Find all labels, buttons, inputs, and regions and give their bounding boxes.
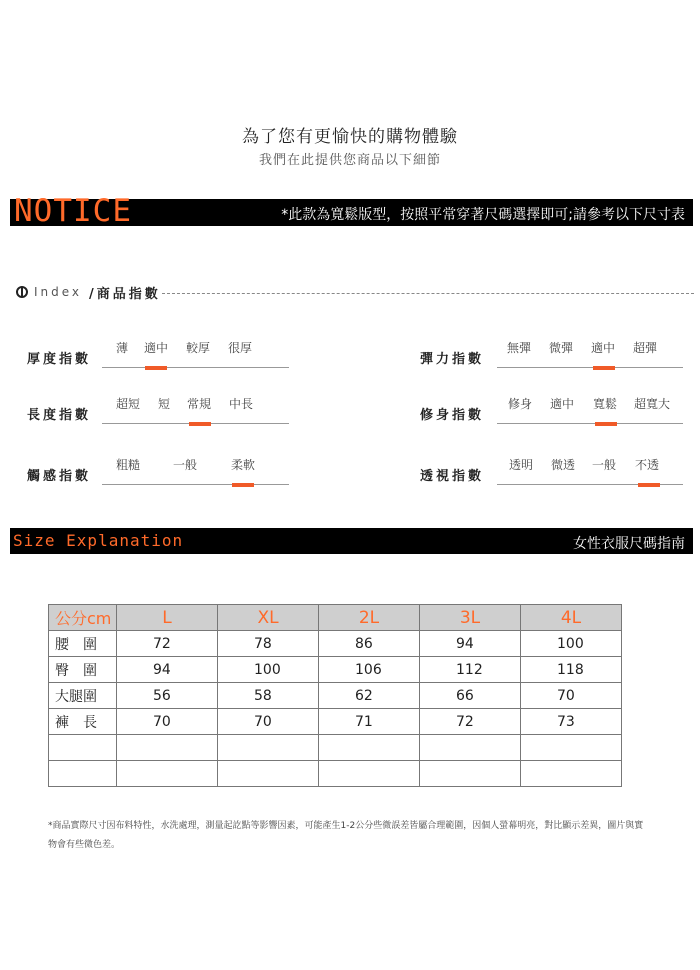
- intro-title: 為了您有更愉快的購物體驗: [242, 127, 458, 147]
- size-header: XL: [218, 605, 319, 631]
- intro-subtitle: 我們在此提供您商品以下細節: [258, 153, 441, 168]
- metric-selected-marker: [189, 422, 211, 426]
- table-cell: 70: [521, 683, 622, 709]
- table-cell: 72: [420, 709, 521, 735]
- table-cell: 56: [117, 683, 218, 709]
- row-label: 褲 長: [49, 709, 117, 735]
- table-cell: [420, 735, 521, 761]
- row-label: [49, 761, 117, 787]
- metric-option: 很厚: [228, 341, 253, 355]
- table-cell: [218, 761, 319, 787]
- metric-label: 透視指數: [420, 469, 485, 484]
- metric-scale-line: [497, 423, 683, 424]
- metric-label: 厚度指數: [27, 352, 92, 367]
- metric-option: 超短: [116, 397, 141, 411]
- metric-option: 適中: [550, 397, 575, 411]
- table-cell: [319, 735, 420, 761]
- footnote: *商品實際尺寸因布料特性，水洗處理，測量起訖點等影響因素，可能產生1-2公分些微誤差皆屬合理範圍，因個人螢幕明亮，對比顯示差異，圖片與實物會有些微色差。: [48, 821, 644, 850]
- table-cell: [319, 761, 420, 787]
- metric-label: 彈力指數: [420, 352, 485, 367]
- size-explanation-bar: [10, 528, 693, 554]
- table-cell: 73: [521, 709, 622, 735]
- metric-label: 長度指數: [27, 408, 92, 423]
- metric-selected-marker: [232, 483, 254, 487]
- metric-option: 不透: [635, 458, 660, 472]
- metric-scale-line: [102, 484, 289, 485]
- index-label-en: Index: [34, 285, 83, 299]
- metric-option: 柔軟: [231, 458, 256, 472]
- metric-option: 短: [158, 397, 171, 411]
- table-cell: 86: [319, 631, 420, 657]
- metric-option: 粗糙: [116, 458, 141, 472]
- table-cell: 94: [117, 657, 218, 683]
- size-header: 3L: [420, 605, 521, 631]
- metric-selected-marker: [638, 483, 660, 487]
- table-cell: [117, 735, 218, 761]
- table-row: [49, 657, 622, 683]
- table-cell: 72: [117, 631, 218, 657]
- size-explanation-label: Size Explanation: [13, 531, 184, 550]
- metric-option: 寬鬆: [593, 397, 618, 411]
- table-row: [49, 683, 622, 709]
- table-row: [49, 709, 622, 735]
- metric-option: 透明: [509, 458, 534, 472]
- metric-label: 觸感指數: [27, 469, 92, 484]
- table-cell: 58: [218, 683, 319, 709]
- metric-option: 超彈: [633, 341, 658, 355]
- table-cell: 100: [521, 631, 622, 657]
- metric-option: 較厚: [186, 341, 211, 355]
- notice-bar: [10, 193, 693, 229]
- metric-option: 適中: [144, 341, 169, 355]
- metric-option: 一般: [173, 458, 198, 472]
- metric-option: 無彈: [507, 341, 532, 355]
- table-row: [49, 631, 622, 657]
- power-circle-icon: [16, 286, 28, 298]
- table-cell: [117, 761, 218, 787]
- table-cell: 112: [420, 657, 521, 683]
- metric-selected-marker: [145, 366, 167, 370]
- dashed-divider: [162, 293, 694, 294]
- table-row: [49, 735, 622, 761]
- size-table-header: [49, 605, 622, 631]
- row-label: 大腿圍: [49, 683, 117, 709]
- table-cell: 118: [521, 657, 622, 683]
- index-header: [16, 284, 694, 302]
- metric-selected-marker: [595, 422, 617, 426]
- size-header: 2L: [319, 605, 420, 631]
- metric-option: 微彈: [549, 341, 574, 355]
- metric-selected-marker: [593, 366, 615, 370]
- table-cell: 106: [319, 657, 420, 683]
- size-guide-title: 女性衣服尺碼指南: [573, 536, 685, 552]
- metric-label: 修身指數: [420, 408, 485, 423]
- table-cell: [521, 761, 622, 787]
- metric-option: 常規: [187, 397, 212, 411]
- metric-scale-line: [102, 367, 289, 368]
- size-header: L: [117, 605, 218, 631]
- table-cell: 94: [420, 631, 521, 657]
- size-header: 4L: [521, 605, 622, 631]
- metric-option: 超寬大: [634, 397, 671, 411]
- table-cell: 66: [420, 683, 521, 709]
- table-cell: 70: [117, 709, 218, 735]
- table-cell: 71: [319, 709, 420, 735]
- row-label: 腰 圍: [49, 631, 117, 657]
- index-label-zh: /商品指數: [89, 287, 161, 302]
- notice-label: NOTICE: [14, 193, 132, 229]
- metric-option: 中長: [229, 397, 254, 411]
- metric-option: 薄: [116, 341, 129, 355]
- table-cell: 100: [218, 657, 319, 683]
- table-cell: [218, 735, 319, 761]
- unit-header: 公分cm: [49, 605, 117, 631]
- table-cell: 78: [218, 631, 319, 657]
- table-row: [49, 761, 622, 787]
- metric-option: 適中: [591, 341, 616, 355]
- row-label: 臀 圍: [49, 657, 117, 683]
- table-cell: 62: [319, 683, 420, 709]
- metric-option: 修身: [508, 397, 533, 411]
- table-cell: [420, 761, 521, 787]
- table-cell: 70: [218, 709, 319, 735]
- row-label: [49, 735, 117, 761]
- size-table: [48, 604, 622, 787]
- metric-scale-line: [497, 367, 683, 368]
- metric-option: 微透: [551, 458, 576, 472]
- metric-option: 一般: [592, 458, 617, 472]
- table-cell: [521, 735, 622, 761]
- notice-text: *此款為寬鬆版型，按照平常穿著尺碼選擇即可;請參考以下尺寸表: [281, 207, 685, 223]
